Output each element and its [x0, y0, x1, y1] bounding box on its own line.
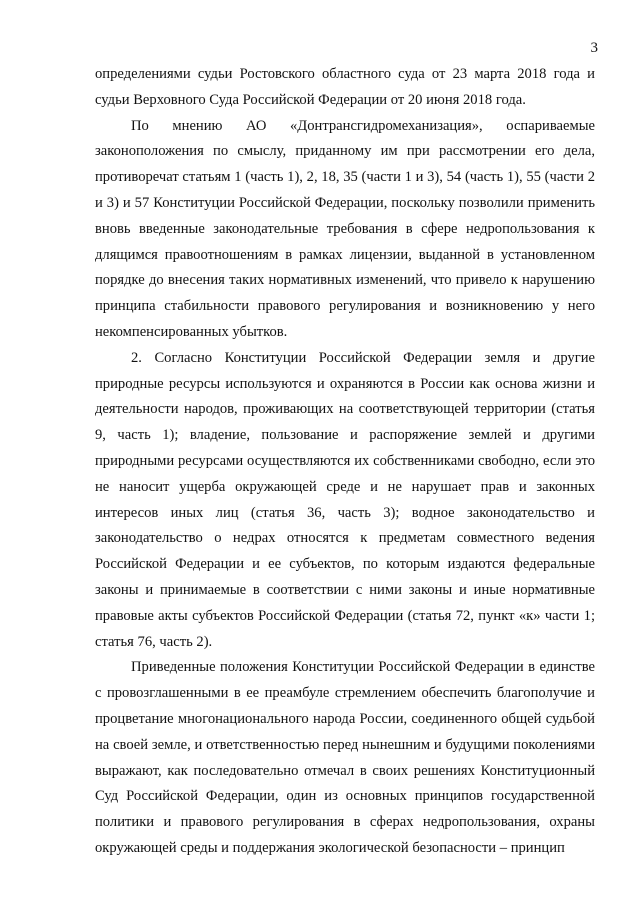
document-body	[95, 62, 595, 862]
page-number: 3	[590, 40, 598, 56]
paragraph-constitution-provisions: 2. Согласно Конституции Российской Федерации земля и другие природные ресурсы используются и охраняются в России как основа жизни и деятельности народов, проживающих на соответствующей территории (статья 9, часть 1); владение, пользование и распоряжение землей и другими природными ресурсами осуществляются их собственниками свободно, если это не наносит ущерба окружающей среде и не нарушает прав и законных интересов иных лиц (статья 36, часть 3); водное законодательство и законодательство о недрах относятся к предметам совместного ведения Российской Федерации и ее субъектов, по которым издаются федеральные законы и принимаемые в соответствии с ними законы и иные нормативные правовые акты субъектов Российской Федерации (статья 72, пункт «к» части 1; статья 76, часть 2).	[95, 349, 595, 650]
paragraph-continuation: определениями судьи Ростовского областного суда от 23 марта 2018 года и судьи Верховного Суда Российской Федерации от 20 июня 2018 года.	[95, 66, 595, 108]
paragraph-applicant-position: По мнению АО «Донтрансгидромеханизация», оспариваемые законоположения по смыслу, приданному им при рассмотрении его дела, противоречат статьям 1 (часть 1), 2, 18, 35 (части 1 и 3), 54 (часть 1), 55 (части 2 и 3) и 57 Конституции Российской Федерации, поскольку позволили применить вновь введенные законодательные требования в сфере недропользования к длящимся правоотношениям в рамках лицензии, выданной в установленном порядке до внесения таких нормативных изменений, что привело к нарушению принципа стабильности правового регулирования и возникновению у него некомпенсированных убытков.	[95, 117, 595, 340]
paragraph-constitutional-principles: Приведенные положения Конституции Российской Федерации в единстве с провозглашенными в ее преамбуле стремлением обеспечить благополучие и процветание многонационального народа России, соединенного общей судьбой на своей земле, и ответственностью перед нынешним и будущими поколениями выражают, как последовательно отмечал в своих решениях Конституционный Суд Российской Федерации, один из основных принципов государственной политики и правового регулирования в сферах недропользования, охраны окружающей среды и поддержания экологической безопасности – принцип	[95, 659, 595, 856]
